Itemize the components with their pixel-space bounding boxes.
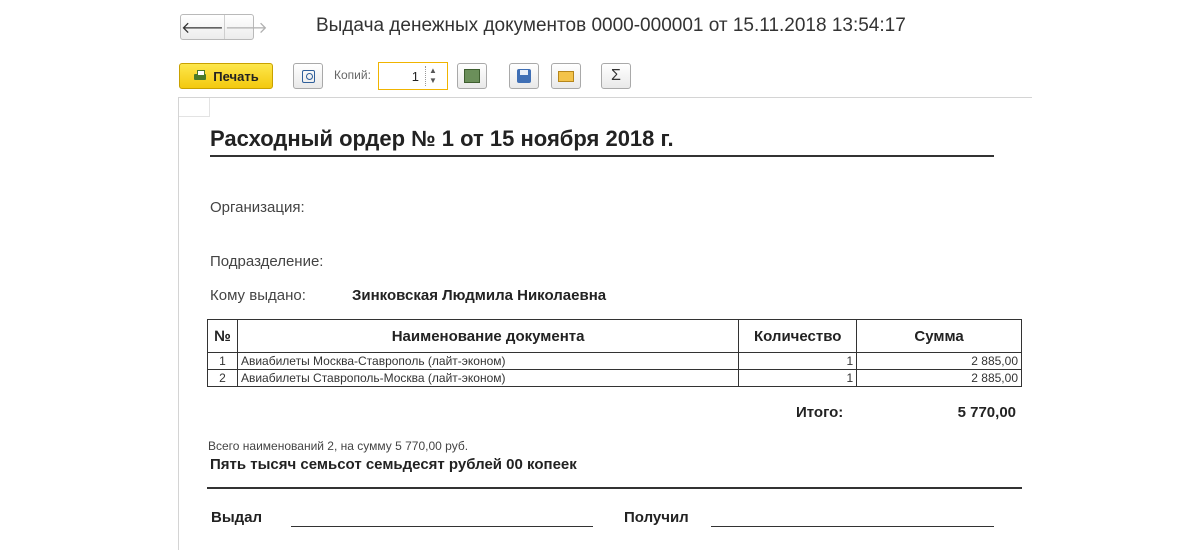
- divider: [207, 487, 1022, 489]
- issued-to-name: Зинковская Людмила Николаевна: [352, 287, 607, 304]
- sigma-icon: Σ: [611, 67, 621, 84]
- organization-label: Организация:: [210, 199, 305, 216]
- edit-button[interactable]: [457, 63, 487, 89]
- edit-icon: [464, 69, 480, 83]
- total-label: Итого:: [796, 404, 844, 421]
- nav-buttons: [180, 14, 268, 40]
- column-header-quantity: Количество: [739, 320, 857, 353]
- preview-icon: [302, 70, 315, 83]
- sum-button[interactable]: [601, 63, 631, 89]
- department-label: Подразделение:: [210, 253, 324, 270]
- column-header-sum: Сумма: [857, 320, 1022, 353]
- print-button[interactable]: [179, 63, 273, 89]
- copies-value[interactable]: 1: [411, 68, 419, 84]
- table-row[interactable]: [208, 370, 1022, 387]
- amount-in-words: Пять тысяч семьсот семьдесят рублей 00 копеек: [210, 456, 577, 473]
- documents-table: [207, 319, 1022, 387]
- preview-button[interactable]: [293, 63, 323, 89]
- table-header-row: [208, 320, 1022, 353]
- column-header-number: №: [208, 320, 238, 353]
- arrow-left-icon: 🡐: [181, 19, 224, 37]
- arrow-right-icon: 🡒: [224, 19, 268, 37]
- summary-line: Всего наименований 2, на сумму 5 770,00 руб.: [208, 439, 469, 453]
- row-document-name: Авиабилеты Ставрополь-Москва (лайт-эконом): [237, 370, 738, 387]
- copies-input[interactable]: [378, 62, 448, 90]
- print-button-label: Печать: [213, 68, 259, 84]
- forward-button[interactable]: [224, 15, 268, 39]
- copies-label: Копий:: [334, 68, 371, 82]
- table-row[interactable]: [208, 353, 1022, 370]
- window-title: Выдача денежных документов 0000-000001 от 15.11.2018 13:54:17: [316, 15, 906, 36]
- issued-by-signature-line: [291, 526, 593, 527]
- issued-by-label: Выдал: [211, 509, 263, 526]
- save-button[interactable]: [509, 63, 539, 89]
- received-by-label: Получил: [624, 509, 689, 526]
- mail-button[interactable]: [551, 63, 581, 89]
- chevron-up-icon[interactable]: ▲: [429, 66, 437, 75]
- row-quantity: 1: [739, 370, 857, 387]
- back-button[interactable]: [181, 15, 224, 39]
- total-value: 5 770,00: [957, 404, 1016, 421]
- row-document-name: Авиабилеты Москва-Ставрополь (лайт-эконом): [237, 353, 738, 370]
- issued-to-label: Кому выдано:: [210, 287, 306, 304]
- sheet-corner: [179, 98, 210, 117]
- received-by-signature-line: [711, 526, 994, 527]
- row-number: 2: [208, 370, 238, 387]
- row-number: 1: [208, 353, 238, 370]
- row-sum: 2 885,00: [857, 370, 1022, 387]
- column-header-name: Наименование документа: [237, 320, 738, 353]
- save-icon: [517, 69, 531, 83]
- row-quantity: 1: [739, 353, 857, 370]
- chevron-down-icon[interactable]: ▼: [429, 76, 437, 85]
- print-icon: [193, 70, 207, 82]
- row-sum: 2 885,00: [857, 353, 1022, 370]
- document-title: Расходный ордер № 1 от 15 ноября 2018 г.: [210, 126, 994, 157]
- copies-stepper[interactable]: [425, 66, 437, 86]
- mail-icon: [558, 71, 574, 82]
